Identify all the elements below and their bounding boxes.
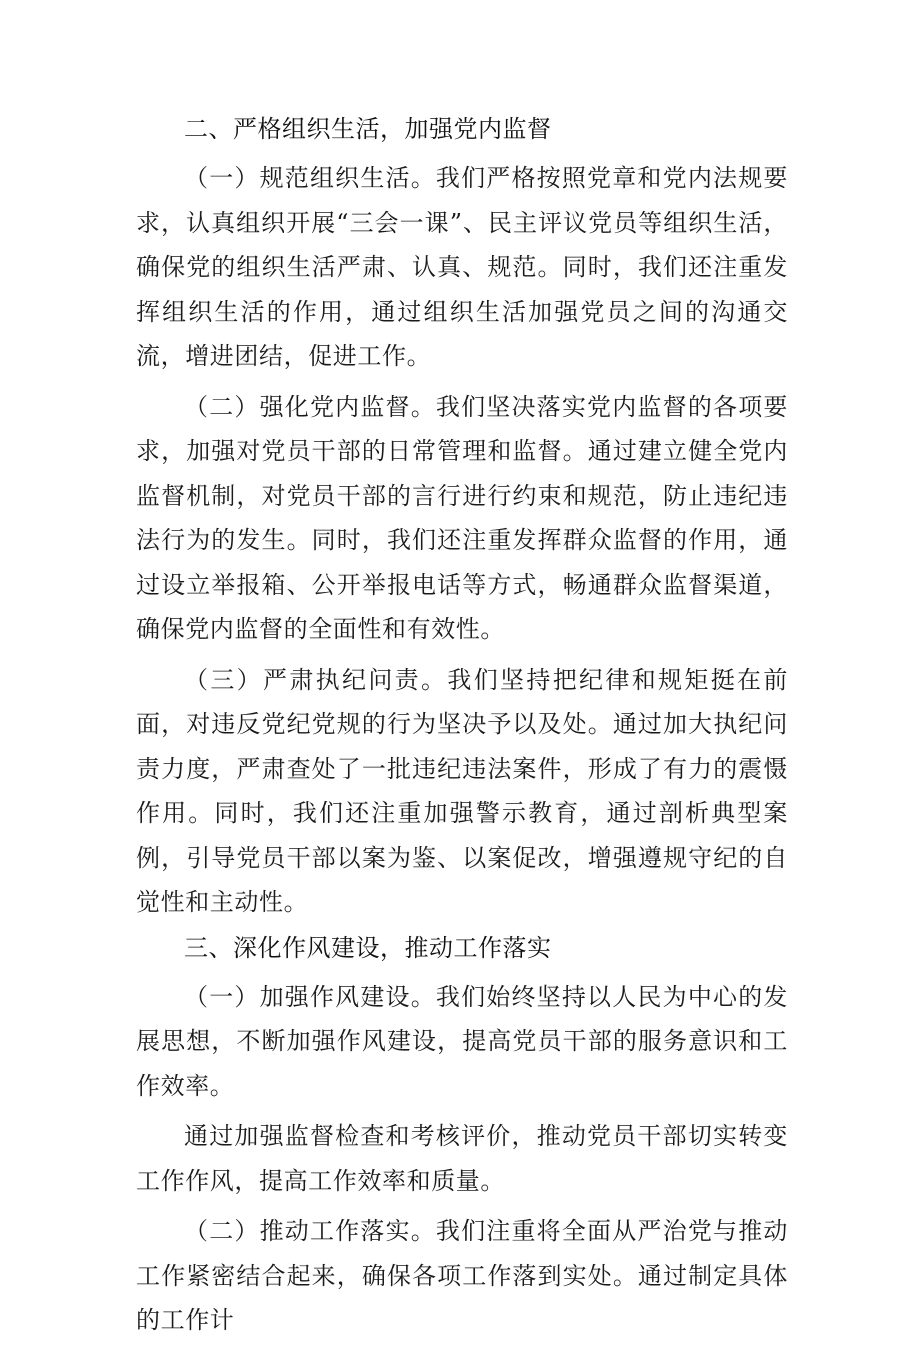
paragraph-3-1: （一）加强作风建设。我们始终坚持以人民为中心的发展思想，不断加强作风建设，提高党员干部的服务意识和工作效率。 [136,982,788,1100]
paragraph-2-3: （三）严肃执纪问责。我们坚持把纪律和规矩挺在前面，对违反党纪党规的行为坚决予以及处。通过加大执纪问责力度，严肃查处了一批违纪违法案件，形成了有力的震慑作用。同时，我们还注重加强警示教育，通过剖析典型案例，引导党员干部以案为鉴、以案促改，增强遵规守纪的自觉性和主动性。 [136,665,788,916]
section-heading-3: 三、深化作风建设，推动工作落实 [184,933,552,962]
document-body [136,112,788,1349]
paragraph-3-3: （二）推动工作落实。我们注重将全面从严治党与推动工作紧密结合起来，确保各项工作落到实处。通过制定具体的工作计 [136,1217,788,1334]
section-heading-2: 二、严格组织生活，加强党内监督 [184,115,552,143]
paragraph-2-1: （一）规范组织生活。我们严格按照党章和党内法规要求，认真组织开展“三会一课”、民主评议党员等组织生活，确保党的组织生活严肃、认真、规范。同时，我们还注重发挥组织生活的作用，通过组织生活加强党员之间的沟通交流，增进团结，促进工作。 [136,164,788,370]
paragraph-3-2: 通过加强监督检查和考核评价，推动党员干部切实转变工作作风，提高工作效率和质量。 [136,1122,788,1195]
paragraph-2-2: （二）强化党内监督。我们坚决落实党内监督的各项要求，加强对党员干部的日常管理和监督。通过建立健全党内监督机制，对党员干部的言行进行约束和规范，防止违纪违法行为的发生。同时，我们还注重发挥群众监督的作用，通过设立举报箱、公开举报电话等方式，畅通群众监督渠道，确保党内监督的全面性和有效性。 [136,392,788,643]
